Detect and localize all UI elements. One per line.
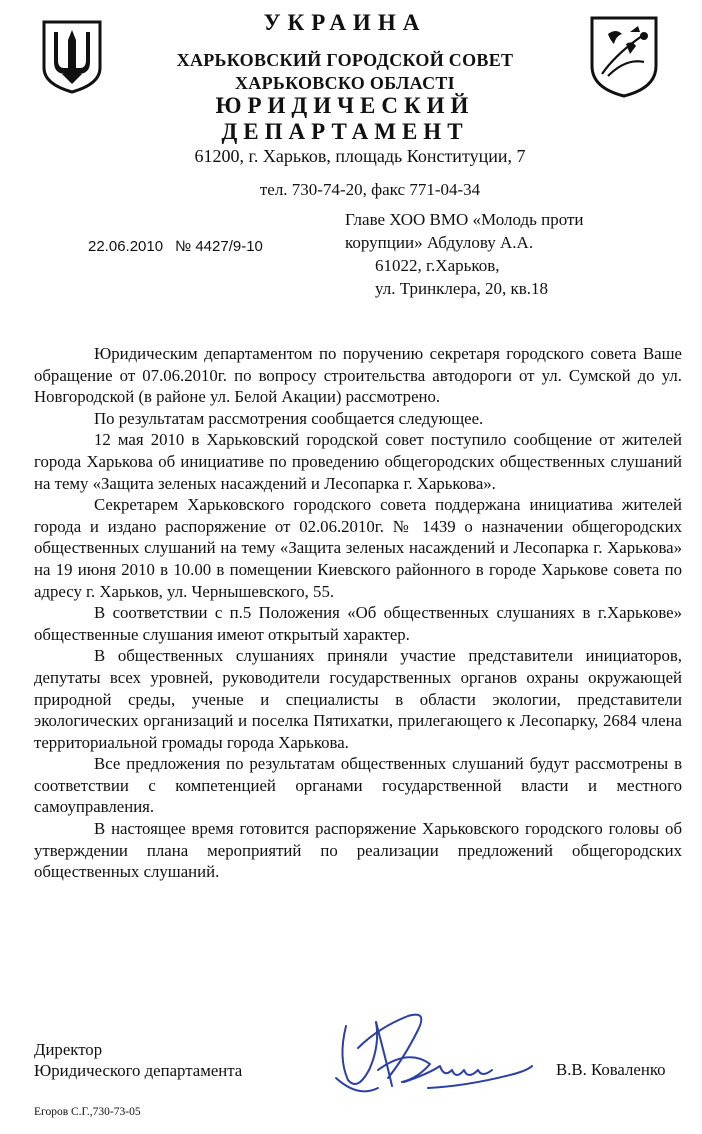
letter-body	[34, 343, 682, 883]
outgoing-number	[88, 238, 263, 255]
recipient-block	[345, 208, 584, 300]
header-country: УКРАИНА	[263, 10, 427, 35]
recipient-line: корупции» Абдулову А.А.	[345, 233, 534, 252]
body-paragraph: В настоящее время готовится распоряжение Харьковского городского головы об утверждении плана мероприятий по реализации предложений общегородских общественных слушаний.	[34, 819, 682, 882]
header-council-region: ХАРЬКОВСКО ОБЛАСТІ	[235, 73, 455, 93]
header-department-line2: ДЕПАРТАМЕНТ	[221, 119, 469, 144]
ukraine-trident-icon	[40, 18, 104, 94]
body-paragraph: В общественных слушаниях приняли участие представители инициаторов, депутаты всех уровней, руководители государственных органов охраны окружающей природной среды, ученые и специалисты в области экологии, представители экологических организаций и поселка Пятихатки, прилегающего к Лесопарку, 2684 члена территориальной громады города Харькова.	[34, 646, 682, 752]
kharkiv-coat-of-arms-icon	[586, 14, 662, 98]
body-paragraph: Юридическим департаментом по поручению секретаря городского совета Ваше обращение от 07.06.2010г. по вопросу строительства автодороги от ул. Сумской до ул. Новгородской (в районе ул. Белой Акации) рассмотрено.	[34, 344, 682, 407]
signatory-name: В.В. Коваленко	[556, 1060, 666, 1079]
document-number: № 4427/9-10	[175, 238, 263, 255]
body-paragraph: Все предложения по результатам общественных слушаний будут рассмотрены в соответствии с компетенцией органами государственной власти и местного самоуправления.	[34, 754, 682, 817]
body-paragraph: 12 мая 2010 в Харьковский городской совет поступило сообщение от жителей города Харькова об инициативе по проведению общегородских общественных слушаний на тему «Защита зеленых насаждений и Лесопарка г. Харькова».	[34, 430, 682, 493]
header-council-name: ХАРЬКОВСКИЙ ГОРОДСКОЙ СОВЕТ	[176, 50, 514, 70]
signatory-title-line2: Юридического департамента	[34, 1061, 243, 1080]
body-paragraph: В соответствии с п.5 Положения «Об общественных слушаниях в г.Харькове» общественные слушания имеют открытый характер.	[34, 603, 682, 644]
header-department-line1: ЮРИДИЧЕСКИЙ	[215, 93, 475, 118]
recipient-line: 61022, г.Харьков,	[375, 256, 500, 275]
signatory-title	[34, 1039, 242, 1081]
recipient-line: ул. Тринклера, 20, кв.18	[375, 279, 549, 298]
signatory-title-line1: Директор	[34, 1040, 103, 1059]
recipient-line: Главе ХОО ВМО «Молодь проти	[345, 210, 584, 229]
handwritten-signature-icon	[318, 1008, 540, 1100]
document-date: 22.06.2010	[88, 238, 164, 255]
body-paragraph: По результатам рассмотрения сообщается следующее.	[94, 408, 484, 428]
header-phone-fax: тел. 730-74-20, факс 771-04-34	[259, 180, 481, 199]
header-address: 61200, г. Харьков, площадь Конституции, 7	[194, 146, 526, 166]
body-paragraph: Секретарем Харьковского городского совета поддержана инициатива жителей города и издано распоряжение от 02.06.2010г. № 1439 о назначении общегородских общественных слушаний на тему «Защита зеленых насаждений и Лесопарка г. Харькова» на 19 июня 2010 в 10.00 в помещении Киевского районного в городе Харькове совета по адресу г. Харьков, ул. Чернышевского, 55.	[34, 495, 682, 601]
executor-contact: Егоров С.Г.,730-73-05	[34, 1106, 141, 1118]
